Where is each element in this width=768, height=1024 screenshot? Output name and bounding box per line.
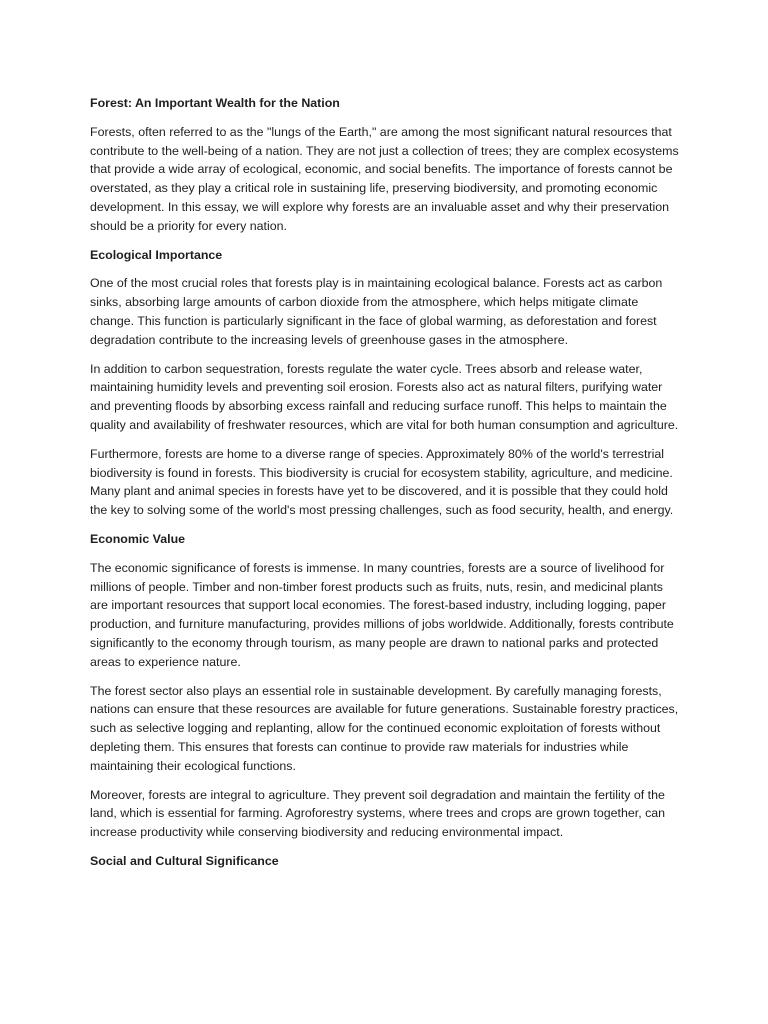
- intro-paragraph: Forests, often referred to as the "lungs of the Earth," are among the most significant natural resources that contribute to the well-being of a nation. They are not just a collection of trees; they are complex ecosystems that provide a wide array of ecological, economic, and social benefits. The importance of forests cannot be overstated, as they play a critical role in sustaining life, preserving biodiversity, and promoting economic development. In this essay, we will explore why forests are an invaluable asset and why their preservation should be a priority for every nation.: [90, 124, 679, 233]
- ecological-paragraph-2: In addition to carbon sequestration, forests regulate the water cycle. Trees absorb and release water, maintaining humidity levels and preventing soil erosion. Forests also act as natural filters, purifying water and preventing floods by absorbing excess rainfall and reducing surface runoff. This helps to maintain the quality and availability of freshwater resources, which are vital for both human consumption and agriculture.: [90, 361, 679, 432]
- economic-paragraph-2: The forest sector also plays an essential role in sustainable development. By carefully managing forests, nations can ensure that these resources are available for future generations. Sustainable forestry practices, such as selective logging and replanting, allow for the continued economic exploitation of forests without depleting them. This ensures that forests can continue to provide raw materials for industries while maintaining their ecological functions.: [90, 683, 679, 773]
- section-heading-ecological-importance: Ecological Importance: [90, 247, 223, 262]
- section-heading-social-cultural-significance: Social and Cultural Significance: [90, 853, 279, 868]
- ecological-paragraph-3: Furthermore, forests are home to a diverse range of species. Approximately 80% of the world's terrestrial biodiversity is found in forests. This biodiversity is crucial for ecosystem stability, agriculture, and medicine. Many plant and animal species in forests have yet to be discovered, and it is possible that they could hold the key to solving some of the world's most pressing challenges, such as food security, health, and energy.: [90, 446, 674, 518]
- economic-paragraph-3: Moreover, forests are integral to agriculture. They prevent soil degradation and maintain the fertility of the land, which is essential for farming. Agroforestry systems, where trees and crops are grown together, can increase productivity while conserving biodiversity and reducing environmental impact.: [90, 787, 666, 840]
- economic-paragraph-1: The economic significance of forests is immense. In many countries, forests are a source of livelihood for millions of people. Timber and non-timber forest products such as fruits, nuts, resin, and medicinal plants are important resources that support local economies. The forest-based industry, including logging, paper production, and furniture manufacturing, provides millions of jobs worldwide. Additionally, forests contribute significantly to the economy through tourism, as many people are drawn to national parks and protected areas to experience nature.: [90, 560, 674, 669]
- document-title: Forest: An Important Wealth for the Nation: [90, 96, 340, 110]
- section-heading-economic-value: Economic Value: [90, 531, 186, 546]
- ecological-paragraph-1: One of the most crucial roles that forests play is in maintaining ecological balance. Forests act as carbon sinks, absorbing large amounts of carbon dioxide from the atmosphere, which helps mitigate climate change. This function is particularly significant in the face of global warming, as deforestation and forest degradation contribute to the increasing levels of greenhouse gases in the atmosphere.: [90, 276, 663, 347]
